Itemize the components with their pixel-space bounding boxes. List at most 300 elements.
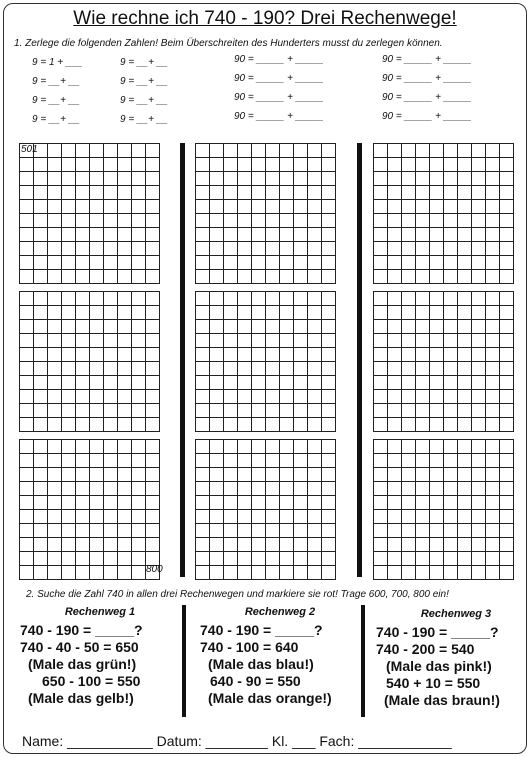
grid-cell — [238, 228, 252, 242]
grid-cell — [62, 510, 76, 524]
grid-cell — [280, 172, 294, 186]
grid-cell — [280, 510, 294, 524]
hundred-grid-1 — [19, 143, 160, 284]
grid-cell — [294, 242, 308, 256]
grid-cell — [196, 552, 210, 566]
grid-cell — [486, 552, 500, 566]
grid-cell — [76, 454, 90, 468]
grid-cell — [322, 186, 336, 200]
grid-cell — [308, 256, 322, 270]
eq-c1-1: 9 = 1 + ___ — [32, 57, 83, 68]
grid-cell — [294, 496, 308, 510]
grid-cell — [444, 510, 458, 524]
grid-cell — [76, 510, 90, 524]
grid-cell — [76, 214, 90, 228]
grid-cell — [76, 158, 90, 172]
grid-cell — [90, 418, 104, 432]
grid-cell — [252, 292, 266, 306]
grid-cell — [48, 348, 62, 362]
grid-cell — [444, 256, 458, 270]
grid-cell — [132, 552, 146, 566]
grid-cell — [62, 566, 76, 580]
eq-c3-4: 90 = _____ + _____ — [234, 111, 324, 122]
eq-c2-4: 9 = __+ __ — [120, 114, 168, 125]
grid-cell — [132, 348, 146, 362]
grid-cell — [196, 348, 210, 362]
grid-cell — [500, 348, 514, 362]
grid-cell — [486, 334, 500, 348]
grid-cell — [104, 158, 118, 172]
grid-cell — [252, 362, 266, 376]
grid-cell — [76, 186, 90, 200]
grid-cell — [280, 320, 294, 334]
grid-cell — [280, 552, 294, 566]
grid-cell — [430, 376, 444, 390]
grid-cell — [308, 468, 322, 482]
grid-cell — [196, 214, 210, 228]
grid-cell — [252, 510, 266, 524]
grid-cell — [486, 524, 500, 538]
grid-cell — [132, 228, 146, 242]
grid-cell — [280, 242, 294, 256]
grid-cell — [20, 482, 34, 496]
grid-cell — [224, 454, 238, 468]
grid-cell — [118, 468, 132, 482]
grid-cell — [472, 510, 486, 524]
grid-cell — [416, 362, 430, 376]
grid-cell — [34, 256, 48, 270]
grid-cell — [34, 158, 48, 172]
grid-cell — [132, 306, 146, 320]
grid-cell — [146, 334, 160, 348]
grid-cell — [20, 362, 34, 376]
grid-cell — [104, 186, 118, 200]
rechenweg-2 — [200, 606, 360, 707]
grid-cell — [500, 200, 514, 214]
grid-cell — [416, 418, 430, 432]
rechenweg-1-line-2: 740 - 40 - 50 = 650 — [20, 639, 139, 655]
grid-cell — [118, 200, 132, 214]
grid-cell — [76, 552, 90, 566]
grid-cell — [238, 524, 252, 538]
grid-cell — [458, 440, 472, 454]
grid-cell — [20, 454, 34, 468]
grid-cell — [486, 186, 500, 200]
grid-cell — [294, 228, 308, 242]
grid-cell — [388, 144, 402, 158]
rechenweg-2-line-1: 740 - 190 = _____? — [200, 622, 323, 638]
grid-cell — [132, 440, 146, 454]
grid-cell — [444, 334, 458, 348]
grid-cell — [146, 404, 160, 418]
grid-cell — [322, 376, 336, 390]
grid-cell — [104, 468, 118, 482]
grid-cell — [430, 158, 444, 172]
grid-cell — [322, 454, 336, 468]
grid-cell — [76, 496, 90, 510]
grid-cell — [118, 390, 132, 404]
grid-cell — [210, 348, 224, 362]
grid-cell — [34, 440, 48, 454]
grid-cell — [388, 566, 402, 580]
grid-cell — [104, 454, 118, 468]
grid-cell — [458, 228, 472, 242]
grid-cell — [76, 440, 90, 454]
grid-cell — [472, 468, 486, 482]
grid-cell — [444, 390, 458, 404]
grid-cell — [374, 158, 388, 172]
grid-cell — [20, 334, 34, 348]
grid-cell — [252, 172, 266, 186]
grid-cell — [374, 524, 388, 538]
grid-cell — [20, 566, 34, 580]
grid-cell — [486, 348, 500, 362]
grid-cell — [444, 172, 458, 186]
divider-right — [357, 143, 362, 577]
grid-cell — [374, 552, 388, 566]
grid-cell — [430, 482, 444, 496]
grid-cell — [444, 214, 458, 228]
rechenweg-1-line-4: 650 - 100 = 550 — [42, 673, 141, 689]
grid-cell — [132, 270, 146, 284]
grid-cell — [118, 228, 132, 242]
grid-cell — [210, 214, 224, 228]
grid-cell — [104, 320, 118, 334]
grid-cell — [458, 214, 472, 228]
grid-cell — [388, 376, 402, 390]
grid-cell — [322, 510, 336, 524]
grid-cell — [118, 256, 132, 270]
grid-cell — [76, 256, 90, 270]
grid-cell — [224, 538, 238, 552]
grid-cell — [224, 186, 238, 200]
grid-cell — [486, 158, 500, 172]
grid-cell — [224, 334, 238, 348]
grid-cell — [20, 172, 34, 186]
grid-cell — [118, 404, 132, 418]
grid-cell — [62, 440, 76, 454]
grid-cell — [34, 200, 48, 214]
grid-cell — [486, 306, 500, 320]
grid-cell — [294, 256, 308, 270]
grid-cell — [76, 334, 90, 348]
grid-cell — [90, 538, 104, 552]
grid-cell — [76, 566, 90, 580]
grid-cell — [20, 270, 34, 284]
grid-cell — [322, 256, 336, 270]
grid-cell — [308, 510, 322, 524]
eq-c2-2: 9 = __+ __ — [120, 76, 168, 87]
grid-cell — [472, 144, 486, 158]
grid-cell — [210, 566, 224, 580]
grid-cell — [210, 200, 224, 214]
grid-cell — [90, 242, 104, 256]
grid-cell — [308, 186, 322, 200]
grid-cell — [308, 320, 322, 334]
grid-cell — [252, 306, 266, 320]
grid-cell — [210, 306, 224, 320]
grid-cell — [402, 334, 416, 348]
grid-cell — [48, 306, 62, 320]
grid-cell — [458, 468, 472, 482]
grid-cell — [252, 256, 266, 270]
grid-cell — [238, 172, 252, 186]
grid-cell — [76, 228, 90, 242]
grid-cell — [374, 172, 388, 186]
grid-cell — [196, 306, 210, 320]
grid-cell — [238, 306, 252, 320]
rechenweg-1-line-5: (Male das gelb!) — [28, 690, 134, 706]
grid-cell — [280, 440, 294, 454]
grid-cell — [104, 482, 118, 496]
grid-cell — [266, 418, 280, 432]
grid-cell — [374, 186, 388, 200]
grid-cell — [132, 482, 146, 496]
hundred-grid-3 — [19, 439, 160, 580]
grid-cell — [210, 454, 224, 468]
rechenweg-1 — [20, 606, 180, 707]
grid-cell — [402, 538, 416, 552]
grid-cell — [118, 454, 132, 468]
grid-cell — [48, 200, 62, 214]
grid-cell — [90, 482, 104, 496]
grid-cell — [132, 158, 146, 172]
grid-cell — [252, 144, 266, 158]
grid-cell — [76, 144, 90, 158]
grid-cell — [444, 270, 458, 284]
grid-cell — [308, 158, 322, 172]
rechenweg-3-heading: Rechenweg 3 — [420, 608, 492, 620]
grid-cell — [146, 468, 160, 482]
grid-cell — [238, 482, 252, 496]
grid-cell — [62, 320, 76, 334]
grid-cell — [308, 390, 322, 404]
grid-cell — [20, 306, 34, 320]
grid-cell — [104, 200, 118, 214]
grid-start-label: 501 — [21, 144, 38, 155]
grid-cell — [132, 334, 146, 348]
grid-cell — [210, 418, 224, 432]
grid-cell — [210, 510, 224, 524]
grid-cell — [500, 552, 514, 566]
grid-cell — [62, 334, 76, 348]
grid-cell — [20, 292, 34, 306]
grid-cell — [104, 362, 118, 376]
grid-cell — [500, 214, 514, 228]
grid-cell — [90, 214, 104, 228]
grid-cell — [388, 552, 402, 566]
grid-cell — [238, 256, 252, 270]
grid-cell — [62, 172, 76, 186]
grid-cell — [486, 144, 500, 158]
grid-cell — [266, 454, 280, 468]
grid-cell — [486, 376, 500, 390]
grid-cell — [266, 320, 280, 334]
divider-left — [180, 143, 185, 577]
grid-cell — [458, 256, 472, 270]
grid-cell — [472, 334, 486, 348]
grid-cell — [308, 242, 322, 256]
grid-cell — [132, 256, 146, 270]
grid-cell — [48, 228, 62, 242]
rechenweg-3-line-5: (Male das braun!) — [384, 692, 500, 708]
grid-cell — [196, 362, 210, 376]
grid-cell — [238, 454, 252, 468]
grid-cell — [444, 524, 458, 538]
grid-cell — [90, 292, 104, 306]
grid-cell — [280, 482, 294, 496]
grid-cell — [76, 200, 90, 214]
grid-cell — [416, 158, 430, 172]
grid-cell — [90, 348, 104, 362]
grid-cell — [444, 292, 458, 306]
grid-cell — [90, 158, 104, 172]
grid-cell — [402, 158, 416, 172]
grid-cell — [90, 256, 104, 270]
grid-cell — [118, 376, 132, 390]
grid-cell — [90, 404, 104, 418]
grid-cell — [430, 440, 444, 454]
grid-cell — [266, 440, 280, 454]
grid-cell — [76, 320, 90, 334]
grid-cell — [266, 242, 280, 256]
grid-cell — [34, 334, 48, 348]
grid-cell — [486, 510, 500, 524]
grid-cell — [416, 200, 430, 214]
grid-cell — [374, 270, 388, 284]
grid-cell — [20, 404, 34, 418]
grid-cell — [252, 454, 266, 468]
grid-cell — [146, 214, 160, 228]
grid-cell — [20, 158, 34, 172]
grid-cell — [280, 566, 294, 580]
grid-cell — [104, 538, 118, 552]
grid-cell — [238, 440, 252, 454]
grid-end-label: 800 — [146, 564, 163, 575]
grid-cell — [500, 418, 514, 432]
grid-cell — [90, 334, 104, 348]
grid-cell — [308, 552, 322, 566]
grid-cell — [500, 404, 514, 418]
grid-cell — [76, 524, 90, 538]
grid-cell — [500, 482, 514, 496]
grid-cell — [266, 200, 280, 214]
grid-cell — [76, 538, 90, 552]
grid-cell — [430, 418, 444, 432]
grid-cell — [224, 440, 238, 454]
grid-cell — [458, 376, 472, 390]
grid-cell — [210, 468, 224, 482]
grid-cell — [76, 242, 90, 256]
grid-cell — [146, 256, 160, 270]
grid-cell — [374, 454, 388, 468]
grid-cell — [444, 404, 458, 418]
grid-cell — [266, 468, 280, 482]
grid-cell — [20, 376, 34, 390]
grid-cell — [104, 440, 118, 454]
grid-cell — [266, 348, 280, 362]
grid-cell — [430, 404, 444, 418]
grid-cell — [322, 348, 336, 362]
grid-cell — [472, 566, 486, 580]
grid-cell — [118, 144, 132, 158]
grid-cell — [266, 552, 280, 566]
grid-cell — [118, 510, 132, 524]
grid-cell — [90, 468, 104, 482]
grid-cell — [280, 390, 294, 404]
grid-cell — [210, 496, 224, 510]
grid-cell — [402, 200, 416, 214]
grid-cell — [388, 362, 402, 376]
grid-cell — [238, 292, 252, 306]
grid-cell — [500, 468, 514, 482]
grid-cell — [322, 320, 336, 334]
grid-cell — [374, 496, 388, 510]
grid-cell — [132, 172, 146, 186]
grid-cell — [374, 376, 388, 390]
grid-cell — [210, 362, 224, 376]
grid-cell — [280, 454, 294, 468]
grid-cell — [76, 468, 90, 482]
grid-cell — [266, 172, 280, 186]
grid-cell — [444, 242, 458, 256]
grid-cell — [20, 242, 34, 256]
grid-cell — [444, 376, 458, 390]
grid-cell — [224, 200, 238, 214]
grid-cell — [20, 418, 34, 432]
grid-cell — [458, 186, 472, 200]
grid-cell — [402, 566, 416, 580]
grid-cell — [294, 320, 308, 334]
grid-cell — [20, 186, 34, 200]
grid-cell — [472, 362, 486, 376]
grid-cell — [266, 334, 280, 348]
grid-cell — [90, 228, 104, 242]
grid-cell — [500, 524, 514, 538]
grid-cell — [374, 566, 388, 580]
grid-cell — [444, 468, 458, 482]
grid-cell — [34, 524, 48, 538]
grid-cell — [388, 440, 402, 454]
grid-cell — [430, 510, 444, 524]
grid-cell — [62, 158, 76, 172]
grid-cell — [374, 292, 388, 306]
grid-cell — [224, 256, 238, 270]
grid-cell — [444, 320, 458, 334]
eq-c2-3: 9 = __+ __ — [120, 95, 168, 106]
grid-cell — [416, 144, 430, 158]
grid-cell — [266, 256, 280, 270]
grid-cell — [486, 404, 500, 418]
grid-cell — [444, 144, 458, 158]
grid-cell — [62, 306, 76, 320]
grid-cell — [238, 362, 252, 376]
grid-cell — [458, 524, 472, 538]
grid-cell — [280, 376, 294, 390]
grid-cell — [500, 376, 514, 390]
grid-cell — [210, 320, 224, 334]
grid-cell — [118, 292, 132, 306]
grid-cell — [48, 376, 62, 390]
grid-cell — [486, 496, 500, 510]
grid-cell — [196, 510, 210, 524]
grid-cell — [90, 200, 104, 214]
grid-cell — [402, 404, 416, 418]
grid-cell — [266, 306, 280, 320]
grid-cell — [308, 418, 322, 432]
grid-cell — [20, 510, 34, 524]
grid-cell — [374, 538, 388, 552]
